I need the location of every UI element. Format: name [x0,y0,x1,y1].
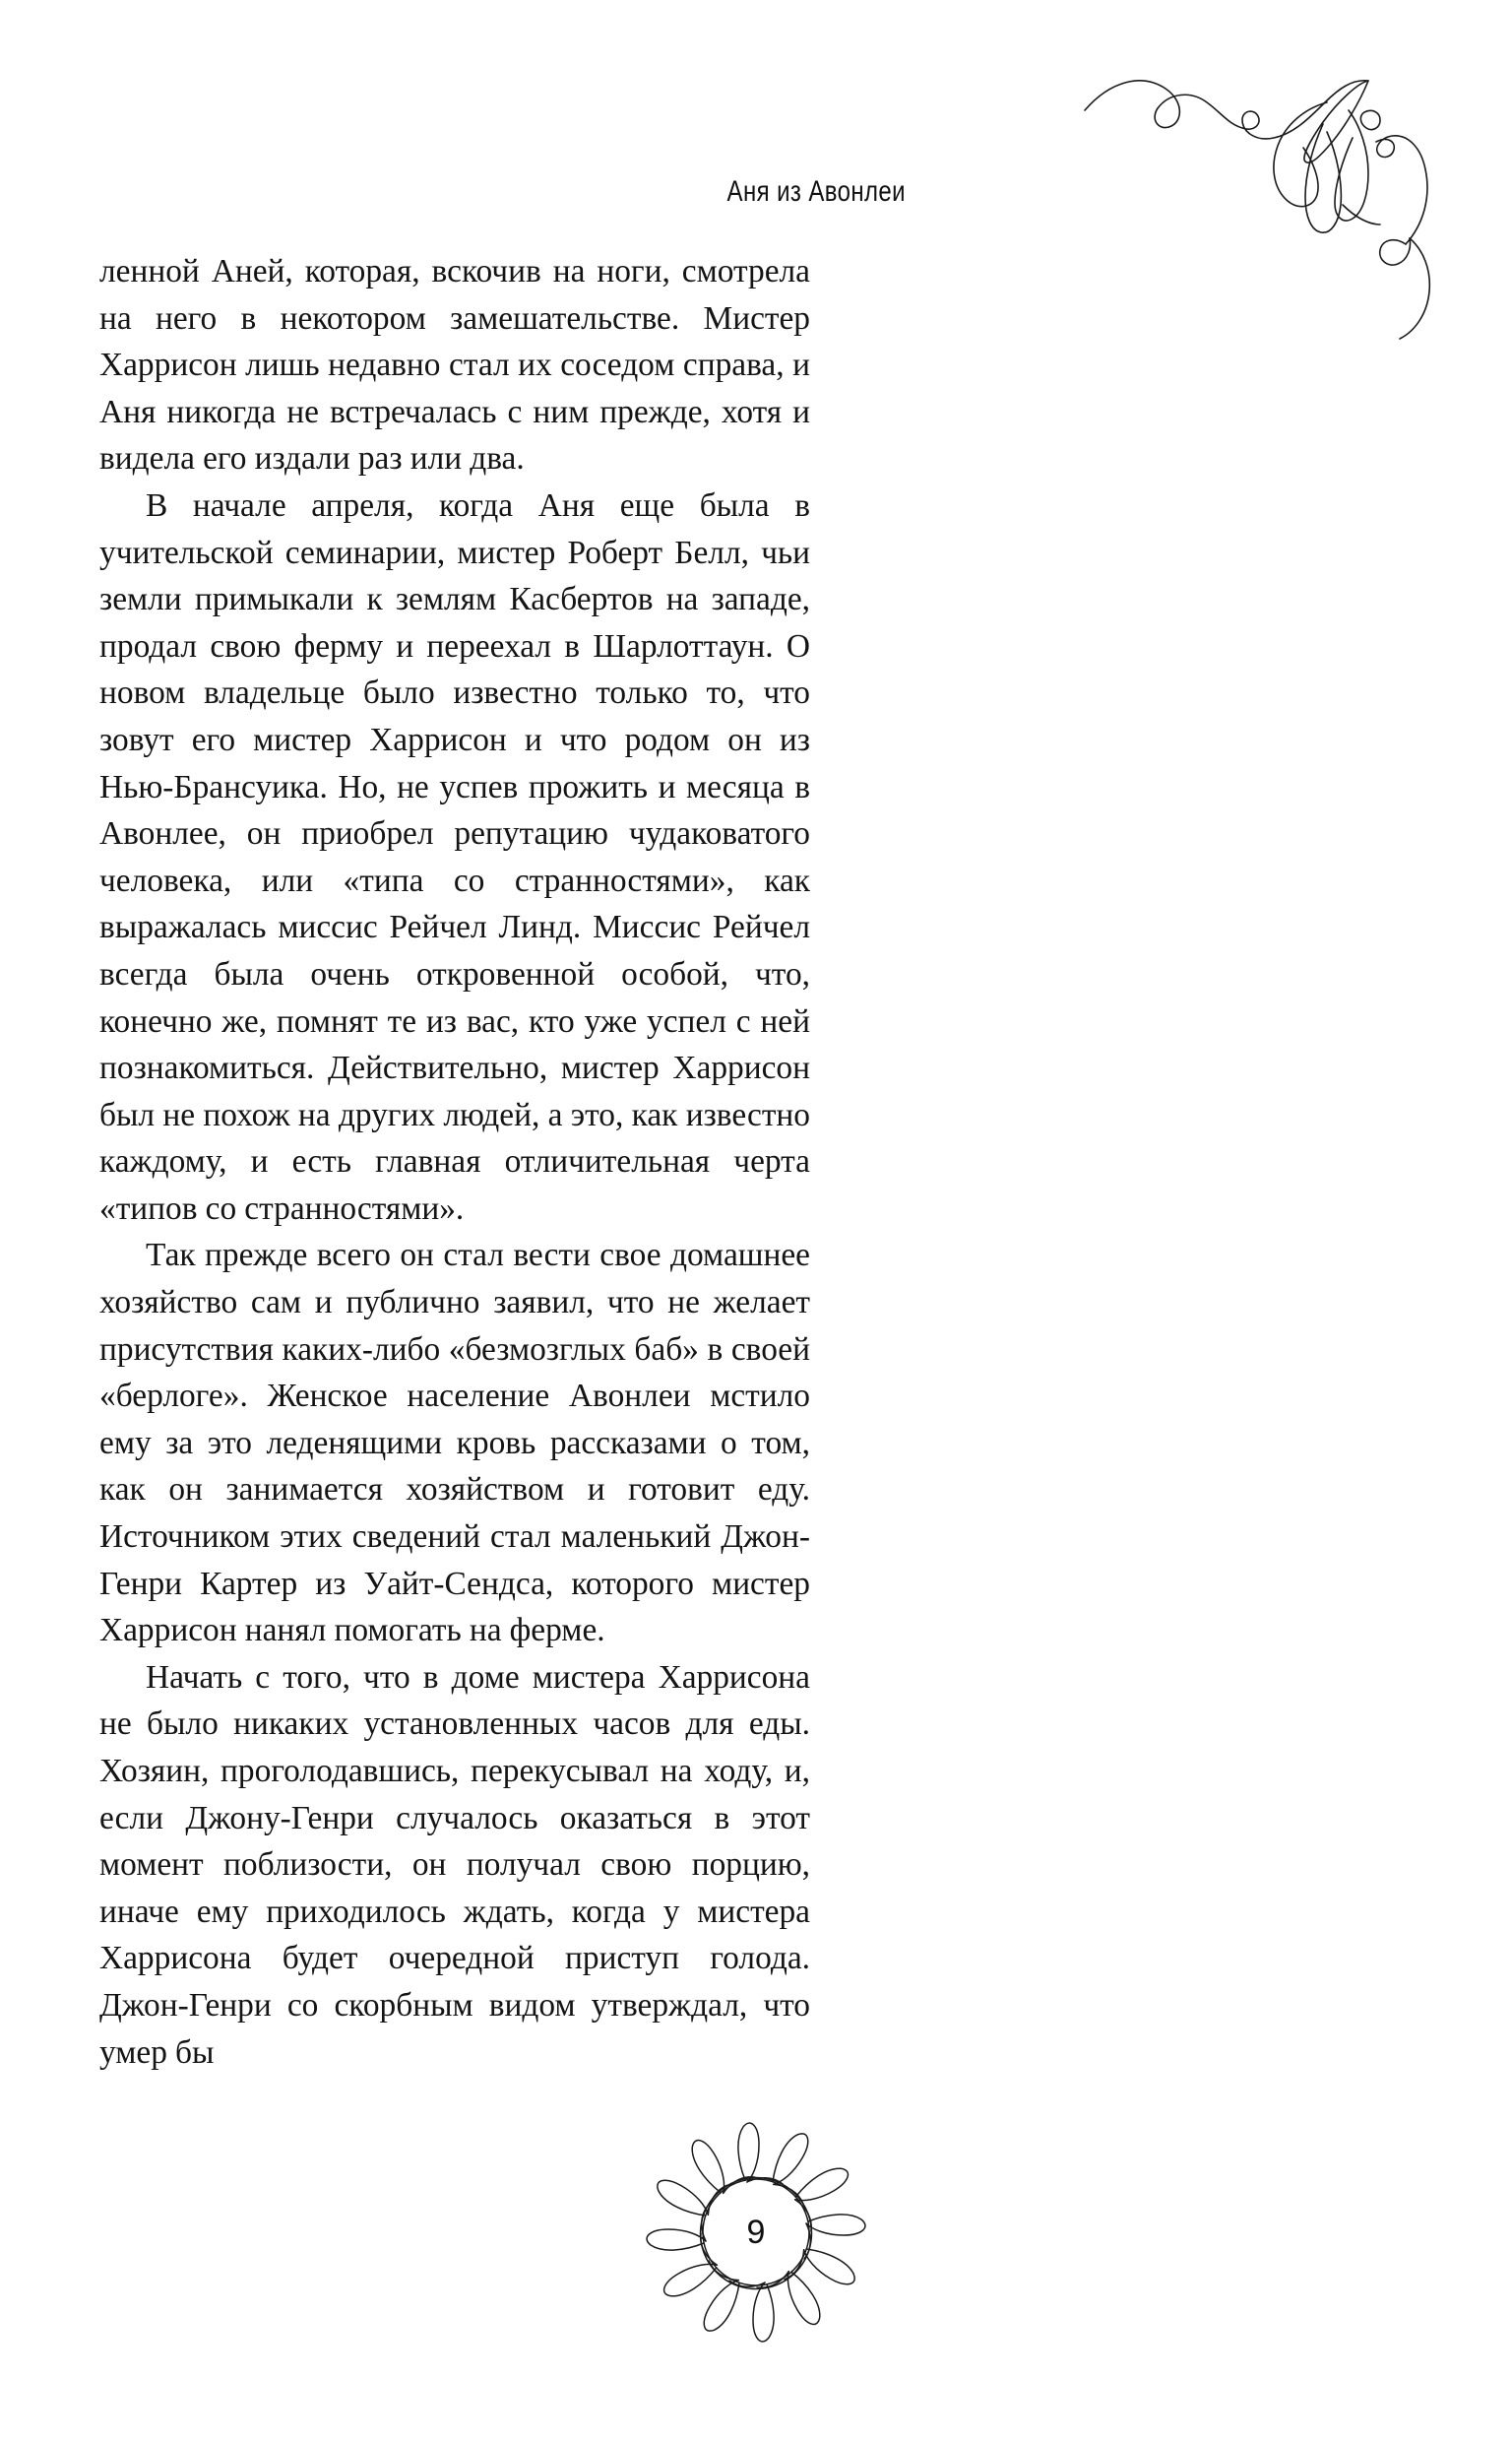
paragraph: Так прежде всего он стал вести свое домашнее хозяйство сам и публично заявил, что не желает присутствия каких-либо «безмозглых баб» в своей «берлоге». Женское население Авонлеи мстило ему за это леденящими кровь рассказами о том, как он занимается хозяйством и готовит еду. Источником этих сведений стал маленький Джон-Генри Картер из Уайт-Сендса, которого мистер Харрисон нанял помогать на ферме. [99,1237,810,1649]
page-number-ornament [643,2119,869,2346]
paragraph: Начать с того, что в доме мистера Харрисона не было никаких установленных часов для еды. Хозяин, проголодавшись, перекусывал на ходу, и, если Джону-Генри случалось оказаться в этот момент поблизости, он получал свою порцию, иначе ему приходилось ждать, когда у мистера Харрисона будет очередной приступ голода. Джон-Генри со скорбным видом утверждал, что умер бы [99,1658,810,2071]
running-head: Аня из Авонлеи [726,175,906,208]
page-number: 9 [746,2214,766,2251]
body-text-column [99,248,810,2076]
paragraph: ленной Аней, которая, вскочив на ноги, смотрела на него в некотором замешательстве. Мистер Харрисон лишь недавно стал их соседом справа, и Аня никогда не встречалась с ним прежде, хотя и видела его издали раз или два. [99,253,810,478]
paragraph: В начале апреля, когда Аня еще была в учительской семинарии, мистер Роберт Белл, чьи земли примыкали к землям Касбертов на западе, продал свою ферму и переехал в Шарлоттаун. О новом владельце было известно только то, что зовут его мистер Харрисон и что родом он из Нью-Брансуика. Но, не успев прожить и месяца в Авонлее, он приобрел репутацию чудаковатого человека, или «типа со странностями», как выражалась миссис Рейчел Линд. Миссис Рейчел всегда была очень откровенной особой, что, конечно же, помнят те из вас, кто уже успел с ней познакомиться. Действительно, мистер Харрисон был не похож на других людей, а это, как известно каждому, и есть главная отличительная черта «типов со странностями». [99,486,810,1227]
floral-flourish-icon [1081,51,1494,366]
